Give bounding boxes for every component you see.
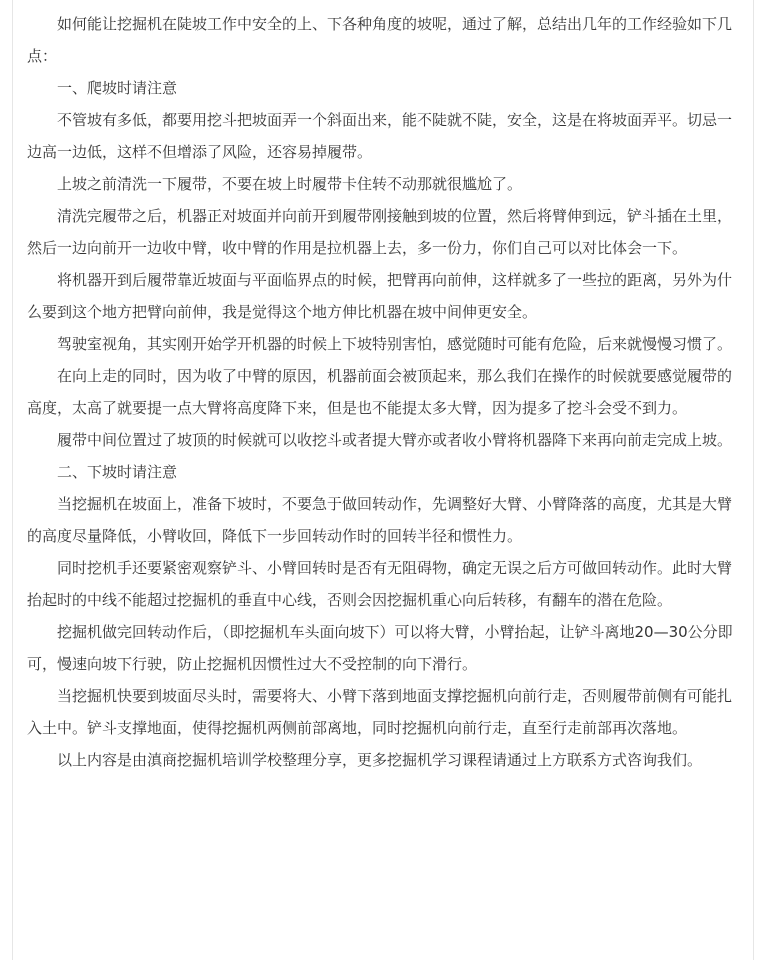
paragraph: 清洗完履带之后，机器正对坡面并向前开到履带刚接触到坡的位置，然后将臂伸到远，铲斗插在土里，然后一边向前开一边收中臂，收中臂的作用是拉机器上去，多一份力，你们自己可以对比体会一下。	[27, 207, 733, 257]
paragraph: 同时挖机手还要紧密观察铲斗、小臂回转时是否有无阻碍物，确定无误之后方可做回转动作。此时大臂抬起时的中线不能超过挖掘机的垂直中心线，否则会因挖掘机重心向后转移，有翻车的潜在危险。	[27, 559, 733, 609]
section-heading-downhill: 二、下坡时请注意	[57, 463, 178, 481]
paragraph: 上坡之前清洗一下履带，不要在坡上时履带卡住转不动那就很尴尬了。	[57, 175, 523, 193]
intro-paragraph: 如何能让挖掘机在陡坡工作中安全的上、下各种角度的坡呢，通过了解，总结出几年的工作经验如下几点：	[27, 15, 733, 65]
paragraph: 在向上走的同时，因为收了中臂的原因，机器前面会被顶起来，那么我们在操作的时候就要感觉履带的高度，太高了就要提一点大臂将高度降下来，但是也不能提太多大臂，因为提多了挖斗会受不到力。	[27, 367, 733, 417]
closing-paragraph: 以上内容是由滇商挖掘机培训学校整理分享，更多挖掘机学习课程请通过上方联系方式咨询我们。	[57, 751, 703, 769]
paragraph: 当挖掘机快要到坡面尽头时，需要将大、小臂下落到地面支撑挖掘机向前行走，否则履带前侧有可能扎入土中。铲斗支撑地面，使得挖掘机两侧前部离地，同时挖掘机向前行走，直至行走前部再次落地。	[27, 687, 733, 737]
paragraph: 挖掘机做完回转动作后，（即挖掘机车头面向坡下）可以将大臂，小臂抬起，让铲斗离地20—30公分即可，慢速向坡下行驶，防止挖掘机因惯性过大不受控制的向下滑行。	[27, 623, 733, 673]
paragraph: 履带中间位置过了坡顶的时候就可以收挖斗或者提大臂亦或者收小臂将机器降下来再向前走完成上坡。	[57, 431, 733, 449]
article-body	[27, 8, 745, 776]
paragraph: 驾驶室视角，其实刚开始学开机器的时候上下坡特别害怕，感觉随时可能有危险，后来就慢慢习惯了。	[57, 335, 733, 353]
paragraph: 当挖掘机在坡面上，准备下坡时，不要急于做回转动作，先调整好大臂、小臂降落的高度，尤其是大臂的高度尽量降低，小臂收回，降低下一步回转动作时的回转半径和惯性力。	[27, 495, 733, 545]
paragraph: 将机器开到后履带靠近坡面与平面临界点的时候，把臂再向前伸，这样就多了一些拉的距离，另外为什么要到这个地方把臂向前伸，我是觉得这个地方伸比机器在坡中间伸更安全。	[27, 271, 733, 321]
section-heading-uphill: 一、爬坡时请注意	[57, 79, 178, 97]
paragraph: 不管坡有多低，都要用挖斗把坡面弄一个斜面出来，能不陡就不陡，安全，这是在将坡面弄平。切忌一边高一边低，这样不但增添了风险，还容易掉履带。	[27, 111, 733, 161]
